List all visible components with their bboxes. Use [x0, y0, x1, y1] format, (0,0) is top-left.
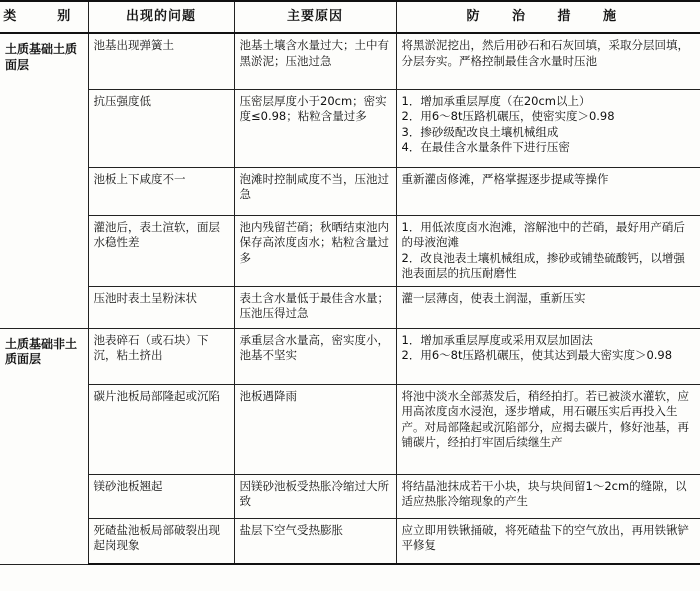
table-row — [0, 167, 700, 215]
problem-cell: 池基出现弹簧土 — [88, 33, 234, 89]
problem-cell: 死碴盐池板局部破裂出现起岗现象 — [88, 518, 234, 564]
cause-cell: 承重层含水量高，密实度小，池基不坚实 — [234, 328, 396, 384]
measures-cell: 将结晶池抹成若干小块，块与块间留1～2cm的缝隙，以适应热胀冷缩现象的产生 — [396, 474, 700, 518]
measures-cell: 1．增加承重层厚度或采用双层加固法 2．用6～8t压路机碾压，使其达到最大密实度＞0.98 — [396, 328, 700, 384]
problem-cell: 池表碎石（或石块）下沉，粘土挤出 — [88, 328, 234, 384]
measures-cell: 1．用低浓度卤水泡滩，溶解池中的芒硝，最好用产硝后的母液泡滩 2．改良池表土壤机械组成，掺砂或铺垫硫酸钙，以增强池表面层的抗压耐磨性 — [396, 215, 700, 286]
problem-cell: 灌池后，表土渲软，面层水稳性差 — [88, 215, 234, 286]
cause-cell: 盐层下空气受热膨胀 — [234, 518, 396, 564]
problem-cell: 池板上下咸度不一 — [88, 167, 234, 215]
measures-cell: 应立即用铁锹捅破，将死碴盐下的空气放出，再用铁锹铲平修复 — [396, 518, 700, 564]
measures-cell: 重新灌卤修滩，严格掌握逐步提咸等操作 — [396, 167, 700, 215]
problem-cell: 压池时表土呈粉沫状 — [88, 286, 234, 328]
header-measures: 防 治 措 施 — [396, 1, 700, 33]
header-problem: 出现的问题 — [88, 1, 234, 33]
table-row — [0, 474, 700, 518]
measures-cell: 将黑淤泥挖出，然后用砂石和石灰回填，采取分层回填，分层夯实。严格控制最佳含水量时压池 — [396, 33, 700, 89]
cause-cell: 表土含水量低于最佳含水量；压池压得过急 — [234, 286, 396, 328]
table-row — [0, 33, 700, 89]
header-cause: 主要原因 — [234, 1, 396, 33]
cause-cell: 因镁砂池板受热胀冷缩过大所致 — [234, 474, 396, 518]
category-cell: 土质基础非土质面层 — [0, 328, 88, 564]
table-header-row — [0, 1, 700, 33]
problem-cell: 镁砂池板翘起 — [88, 474, 234, 518]
problem-cell: 抗压强度低 — [88, 89, 234, 167]
table-row — [0, 286, 700, 328]
measures-cell: 1．增加承重层厚度（在20cm以上） 2．用6～8t压路机碾压，使密实度＞0.98 3．掺砂级配改良土壤机械组成 4．在最佳含水量条件下进行压密 — [396, 89, 700, 167]
cause-cell: 压密层厚度小于20cm；密实度≤0.98；粘粒含量过多 — [234, 89, 396, 167]
table-row — [0, 89, 700, 167]
measures-cell: 灌一层薄卤，使表土润湿，重新压实 — [396, 286, 700, 328]
cause-cell: 池内残留芒硝；秋晒结束池内保存高浓度卤水；粘粒含量过多 — [234, 215, 396, 286]
measures-cell: 将池中淡水全部蒸发后，稍经拍打。若已被淡水灌软，应用高浓度卤水浸泡，逐步增咸，用石碾压实后再投入生产。对局部隆起或沉陷部分，应揭去碳片，修好池基，再铺碳片，经拍打牢固后续继生产 — [396, 384, 700, 474]
table-row — [0, 215, 700, 286]
cause-cell: 池板遇降雨 — [234, 384, 396, 474]
header-category: 类 别 — [0, 1, 88, 33]
table-row — [0, 518, 700, 564]
cause-cell: 池基土壤含水量过大；土中有黑淤泥；压池过急 — [234, 33, 396, 89]
category-cell: 土质基础土质面层 — [0, 33, 88, 328]
cause-cell: 泡滩时控制咸度不当，压池过急 — [234, 167, 396, 215]
table-row — [0, 384, 700, 474]
table-row — [0, 328, 700, 384]
problem-cell: 碳片池板局部隆起或沉陷 — [88, 384, 234, 474]
